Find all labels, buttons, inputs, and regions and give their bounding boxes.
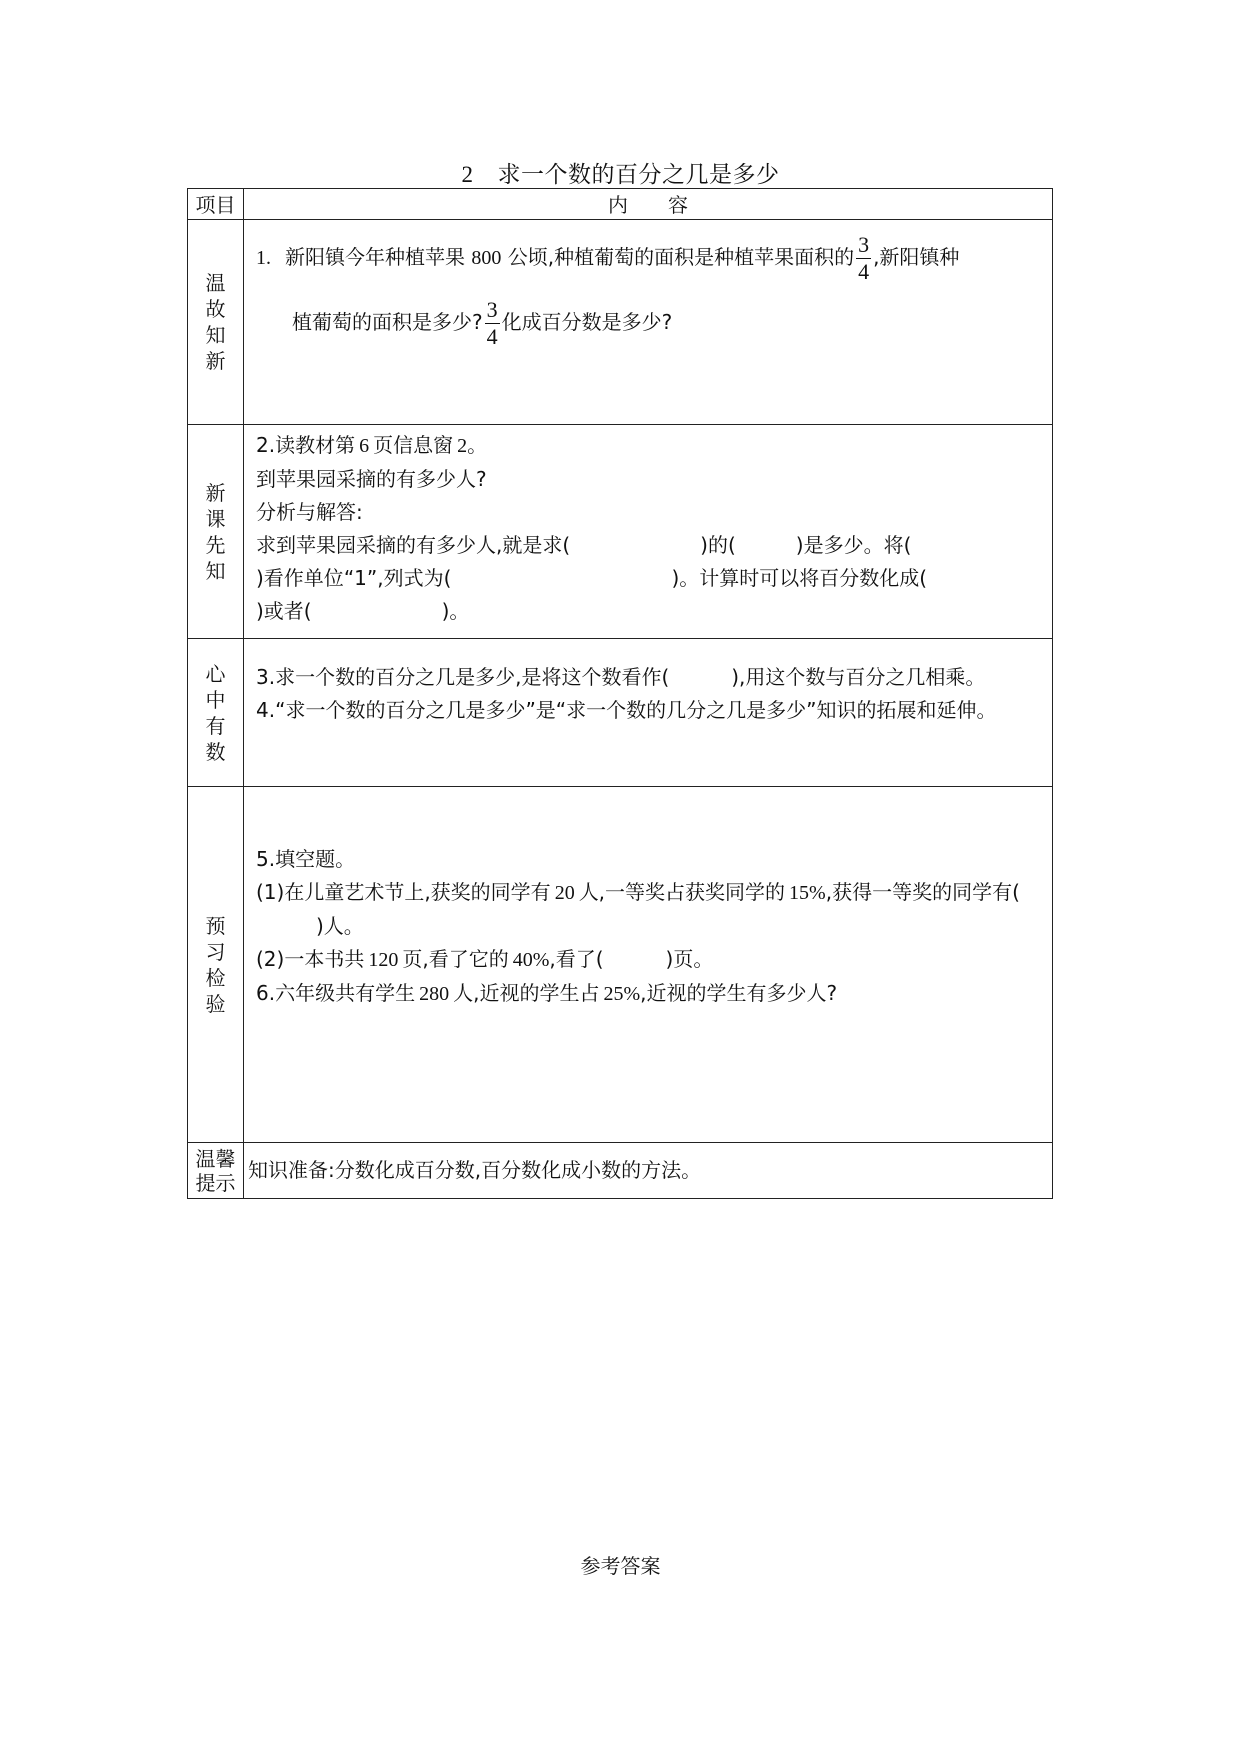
header-content: 内 容: [244, 189, 1053, 220]
row-content-preview: 2.读教材第 6 页信息窗 2。 到苹果园采摘的有多少人? 分析与解答: 求到苹果园采摘的有多少人,就是求( )的( )是多少。将( )看作单位“1”,列式为( )。计算时可以将百分数化成( )或者( )。: [244, 425, 1053, 639]
row-preview: [188, 425, 1053, 639]
section-number: 2: [461, 162, 474, 187]
row-label-preview: 新课先知: [188, 425, 244, 639]
row-review: [188, 220, 1053, 425]
row-label-tips: 温馨提示: [188, 1143, 244, 1199]
question-1-line2: 植葡萄的面积是多少? $\frac{3}{4}$ 化成百分数是多少?: [292, 297, 673, 349]
answer-key-heading: 参考答案: [580, 1554, 661, 1578]
row-content-understand: 3.求一个数的百分之几是多少,是将这个数看作( ),用这个数与百分之几相乘。 4.“求一个数的百分之几是多少”是“求一个数的几分之几是多少”知识的拓展和延伸。: [244, 639, 1053, 787]
row-practice: [188, 787, 1053, 1143]
row-label-understand: 心中有数: [188, 639, 244, 787]
row-content-review: [244, 220, 1053, 425]
row-content-practice: 5.填空题。 (1)在儿童艺术节上,获奖的同学有 20 人,一等奖占获奖同学的 15%,获得一等奖的同学有()人。 (2)一本书共 120 页,看了它的 40%,看了( )页。 6.六年级共有学生 280 人,近视的学生占 25%,近视的学生有多少人?: [244, 787, 1053, 1143]
row-understand: [188, 639, 1053, 787]
title-text: 求一个数的百分之几是多少: [497, 162, 780, 188]
row-label-review: 温故知新: [188, 220, 244, 425]
table-header-row: [188, 189, 1053, 220]
row-tips: [188, 1143, 1053, 1199]
fraction-three-quarters: $\frac{3}{4}$: [858, 232, 870, 284]
row-content-tips: 知识准备:分数化成百分数,百分数化成小数的方法。: [244, 1143, 1053, 1199]
page-title: [0, 156, 1241, 189]
header-project: 项目: [188, 189, 244, 220]
fraction-three-quarters-2: $\frac{3}{4}$: [486, 297, 498, 349]
row-label-practice: 预习检验: [188, 787, 244, 1143]
question-1: 1. 新阳镇今年种植苹果 800 公顷,种植葡萄的面积是种植苹果面积的 $\frac{3}{4}$ ,新阳镇种: [256, 232, 960, 284]
worksheet-table: [187, 188, 1053, 1199]
